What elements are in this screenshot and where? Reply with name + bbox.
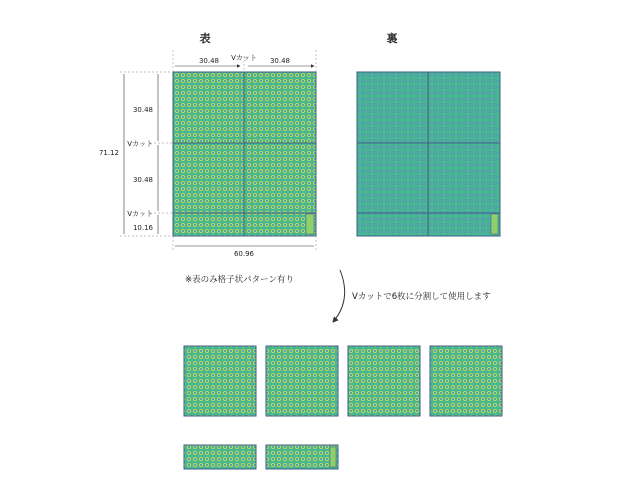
top-dimensions	[173, 50, 316, 72]
front-only-note: ※表のみ格子状パターン有り	[185, 275, 294, 285]
dim-total-width: 60.96	[233, 250, 255, 258]
dim-left-vcut-1: Vカット	[127, 140, 153, 148]
bottom-dimension	[173, 236, 316, 258]
small-piece	[266, 445, 338, 469]
dim-left-vcut-2: Vカット	[127, 210, 153, 218]
dim-top-vcut: Vカット	[231, 54, 257, 62]
large-piece	[266, 346, 338, 416]
dim-left-lower: 10.16	[132, 224, 153, 232]
front-heading: 表	[199, 32, 211, 45]
dim-top-left: 30.48	[198, 57, 220, 65]
back-board-tag	[491, 214, 498, 234]
dim-left-middle: 30.48	[132, 176, 153, 184]
left-dimensions	[99, 72, 173, 236]
back-heading: 裏	[386, 32, 398, 45]
dim-top-right: 30.48	[269, 57, 291, 65]
piece-grid	[184, 346, 502, 469]
dim-total-height: 71.12	[98, 149, 119, 157]
large-piece	[430, 346, 502, 416]
large-piece	[348, 346, 420, 416]
small-piece	[184, 445, 256, 469]
front-board	[173, 72, 316, 236]
back-board	[357, 72, 500, 236]
front-board-tag	[306, 214, 314, 234]
curved-arrow-icon	[333, 270, 345, 322]
instruction-text: Vカットで6枚に分割して使用します	[352, 292, 491, 302]
dim-left-upper: 30.48	[132, 106, 153, 114]
large-piece	[184, 346, 256, 416]
small-piece-tag	[330, 447, 336, 467]
